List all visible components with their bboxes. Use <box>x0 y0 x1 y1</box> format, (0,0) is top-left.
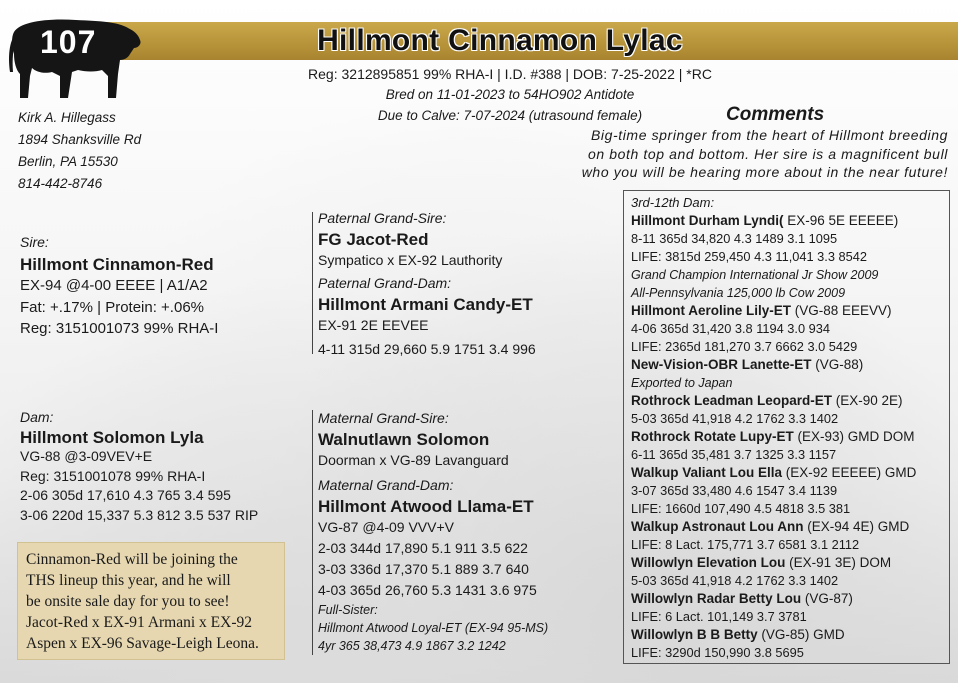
sire-block <box>20 232 218 340</box>
ancestor-classification: (EX-91 3E) DOM <box>785 555 892 570</box>
ancestor-honor: Grand Champion International Jr Show 2009 <box>631 268 879 282</box>
ancestry-header: 3rd-12th Dam: <box>631 195 715 210</box>
sire-line: EX-94 @4-00 EEEE | A1/A2 <box>20 277 208 294</box>
sire-line: Reg: 3151001073 99% RHA-I <box>20 320 219 337</box>
ancestor-honor: Exported to Japan <box>631 376 733 390</box>
maternal-grand-dam-name: Hillmont Atwood Llama-ET <box>318 497 534 516</box>
ancestor-record: 4-06 365d 31,420 3.8 1194 3.0 934 <box>631 321 831 336</box>
full-sister-label: Full-Sister: <box>318 603 378 617</box>
comments-line: on both top and bottom. Her sire is a magnificent bull <box>587 145 948 162</box>
comments-title: Comments <box>726 104 825 125</box>
maternal-grand-sire-name: Walnutlawn Solomon <box>318 430 490 449</box>
dam-line: Reg: 3151001078 99% RHA-I <box>20 467 206 484</box>
ancestor-name-text: Willowlyn Radar Betty Lou <box>631 591 802 606</box>
dam-line: 2-06 305d 17,610 4.3 765 3.4 595 <box>20 487 231 503</box>
full-sister-line: Hillmont Atwood Loyal-ET (EX-94 95-MS) <box>318 621 549 635</box>
dam-block <box>20 408 258 525</box>
ancestor-record: 5-03 365d 41,918 4.2 1762 3.3 1402 <box>631 573 839 588</box>
page-title: Hillmont Cinnamon Lylac <box>317 24 683 57</box>
ancestor-name <box>631 392 947 410</box>
paternal-grand-sire-line: Sympatico x EX-92 Lauthority <box>318 252 503 268</box>
ancestor-name <box>631 590 947 608</box>
calving-line: Due to Calve: 7-07-2024 (utrasound female) <box>377 108 643 123</box>
consignor-name: Kirk A. Hillegass <box>18 110 116 125</box>
paternal-grand-dam-label: Paternal Grand-Dam: <box>318 275 452 291</box>
ancestor-name-text: New-Vision-OBR Lanette-ET <box>631 357 812 372</box>
note-line: THS lineup this year, and he will <box>26 572 231 589</box>
consignor-phone: 814-442-8746 <box>18 176 103 191</box>
ancestor-classification: (EX-94 4E) GMD <box>803 519 910 534</box>
ancestor-honor: All-Pennsylvania 125,000 lb Cow 2009 <box>631 286 846 300</box>
ancestor-name <box>631 518 947 536</box>
ancestor-name <box>631 302 947 320</box>
ancestor-name-text: Rothrock Rotate Lupy-ET <box>631 429 794 444</box>
sire-note-box <box>17 542 285 660</box>
ancestor-name-text: Willowlyn Elevation Lou <box>631 555 786 570</box>
ancestor-classification: (VG-88 EEEVV) <box>791 303 892 318</box>
ancestor-name <box>631 212 947 230</box>
ancestry-list <box>631 194 947 662</box>
note-line: Jacot-Red x EX-91 Armani x EX-92 <box>26 614 252 631</box>
maternal-divider <box>312 410 313 655</box>
dam-line: VG-88 @3-09VEV+E <box>20 448 153 464</box>
ancestor-classification: EX-96 5E EEEEE) <box>783 213 899 228</box>
maternal-grand-dam-line: 3-03 336d 17,370 5.1 889 3.7 640 <box>318 561 529 577</box>
paternal-grand-sire-name: FG Jacot-Red <box>318 230 429 249</box>
ancestor-record: LIFE: 6 Lact. 101,149 3.7 3781 <box>631 609 807 624</box>
consignor-city: Berlin, PA 15530 <box>18 154 118 169</box>
ancestor-record: LIFE: 1660d 107,490 4.5 4818 3.5 381 <box>631 501 851 516</box>
ancestor-name <box>631 554 947 572</box>
ancestor-classification: (VG-85) GMD <box>757 627 845 642</box>
maternal-grand-dam-line: VG-87 @4-09 VVV+V <box>318 519 455 535</box>
paternal-grand-dam-line: 4-11 315d 29,660 5.9 1751 3.4 996 <box>318 341 536 357</box>
paternal-divider <box>312 212 313 354</box>
ancestor-classification: (VG-87) <box>801 591 853 606</box>
paternal-block <box>318 208 536 360</box>
ancestor-classification: (VG-88) <box>811 357 864 372</box>
maternal-grand-dam-line: 4-03 365d 26,760 5.3 1431 3.6 975 <box>318 582 537 598</box>
ancestor-record: 6-11 365d 35,481 3.7 1325 3.3 1157 <box>631 447 837 462</box>
sire-line: Fat: +.17% | Protein: +.06% <box>20 298 204 316</box>
paternal-grand-dam-name: Hillmont Armani Candy-ET <box>318 295 533 314</box>
paternal-grand-dam-line: EX-91 2E EEVEE <box>318 317 429 333</box>
note-line: be onsite sale day for you to see! <box>26 593 230 610</box>
ancestor-record: 5-03 365d 41,918 4.2 1762 3.3 1402 <box>631 411 839 426</box>
comments-line: who you will be hearing more about in the near future! <box>581 164 948 180</box>
maternal-grand-dam-label: Maternal Grand-Dam: <box>318 477 454 493</box>
sire-name: Hillmont Cinnamon-Red <box>20 254 214 274</box>
paternal-grand-sire-label: Paternal Grand-Sire: <box>318 210 447 226</box>
ancestor-record: 8-11 365d 34,820 4.3 1489 3.1 1095 <box>631 231 838 246</box>
maternal-block <box>318 408 548 655</box>
ancestor-classification: (EX-92 EEEEE) GMD <box>782 465 917 480</box>
ancestor-record: LIFE: 8 Lact. 175,771 3.7 6581 3.1 2112 <box>631 537 860 552</box>
ancestor-name-text: Walkup Valiant Lou Ella <box>631 465 783 480</box>
ancestor-record: LIFE: 2365d 181,270 3.7 6662 3.0 5429 <box>631 339 858 354</box>
dam-name: Hillmont Solomon Lyla <box>20 427 204 447</box>
ancestor-classification: (EX-93) GMD DOM <box>793 429 915 444</box>
ancestor-name <box>631 626 947 644</box>
ancestor-name <box>631 428 947 446</box>
ancestor-name <box>631 356 947 374</box>
note-line: Cinnamon-Red will be joining the <box>26 551 238 568</box>
ancestor-record: LIFE: 3815d 259,450 4.3 11,041 3.3 8542 <box>631 249 867 264</box>
ancestor-record: 3-07 365d 33,480 4.6 1547 3.4 1139 <box>631 483 838 498</box>
maternal-grand-sire-line: Doorman x VG-89 Lavanguard <box>318 452 509 468</box>
dam-line: 3-06 220d 15,337 5.3 812 3.5 537 RIP <box>20 506 259 523</box>
full-sister-line: 4yr 365 38,473 4.9 1867 3.2 1242 <box>318 639 506 653</box>
ancestor-name-text: Walkup Astronaut Lou Ann <box>631 519 804 534</box>
registration-line: Reg: 3212895851 99% RHA-I | I.D. #388 | DOB: 7-25-2022 | *RC <box>308 66 712 82</box>
note-line: Aspen x EX-96 Savage-Leigh Leona. <box>26 635 259 652</box>
lot-number: 107 <box>40 24 97 60</box>
maternal-grand-sire-label: Maternal Grand-Sire: <box>318 410 449 426</box>
ancestor-name <box>631 464 947 482</box>
bred-line: Bred on 11-01-2023 to 54HO902 Antidote <box>385 87 635 102</box>
ancestor-name-text: Hillmont Aeroline Lily-ET <box>631 303 792 318</box>
consignor-address: 1894 Shanksville Rd <box>18 132 142 147</box>
sire-label: Sire: <box>20 234 49 250</box>
ancestor-classification: (EX-90 2E) <box>832 393 903 408</box>
ancestor-name-text: Willowlyn B B Betty <box>631 627 758 642</box>
consignor-block <box>18 107 141 195</box>
maternal-grand-dam-line: 2-03 344d 17,890 5.1 911 3.5 622 <box>318 540 528 556</box>
comments-line: Big-time springer from the heart of Hillmont breeding <box>590 127 948 143</box>
dam-label: Dam: <box>20 409 54 425</box>
ancestor-name-text: Hillmont Durham Lyndi( <box>631 213 784 228</box>
ancestor-record: LIFE: 3290d 150,990 3.8 5695 <box>631 645 804 660</box>
ancestor-name-text: Rothrock Leadman Leopard-ET <box>631 393 833 408</box>
comments-text <box>520 126 948 182</box>
